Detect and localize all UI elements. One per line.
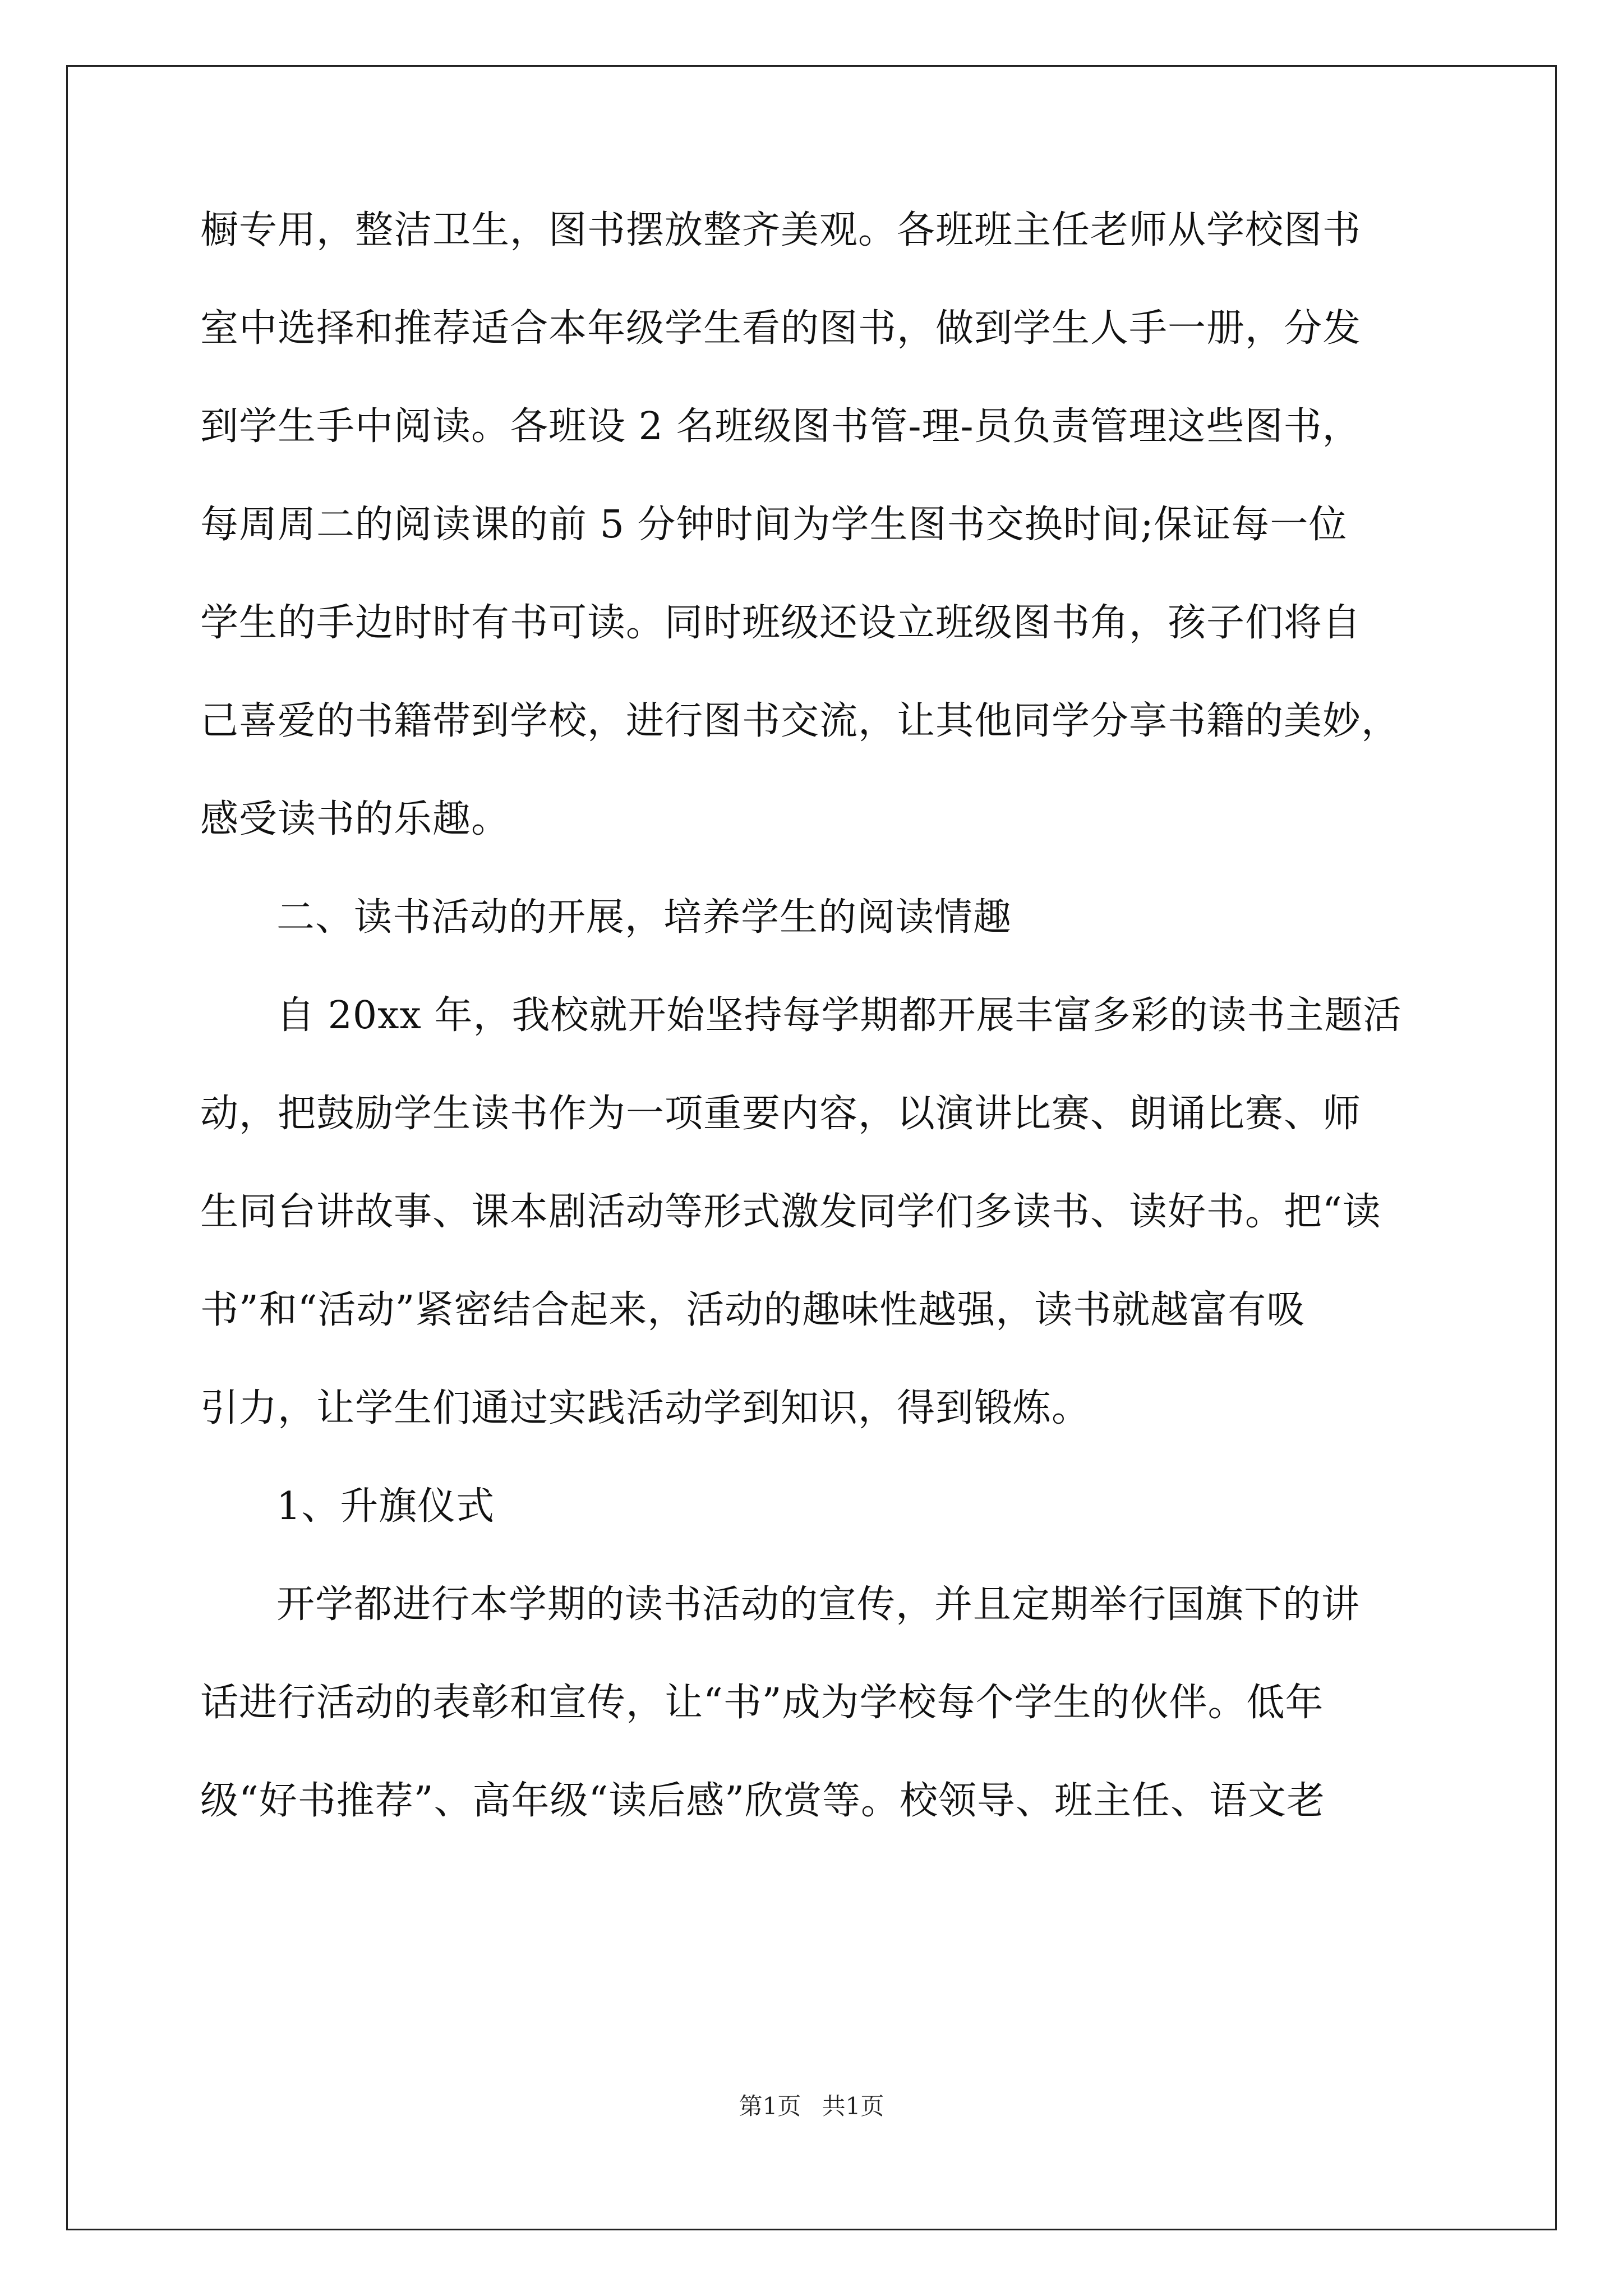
paragraph-line: 引力，让学生们通过实践活动学到知识，得到锻炼。 xyxy=(200,1386,1091,1430)
paragraph-line: 话进行活动的表彰和宣传，让“书”成为学校每个学生的伙伴。低年 xyxy=(200,1681,1324,1725)
section-heading: 二、读书活动的开展，培养学生的阅读情趣 xyxy=(276,895,1012,940)
paragraph-line: 级“好书推荐”、高年级“读后感”欣赏等。校领导、班主任、语文老 xyxy=(200,1779,1326,1823)
paragraph-line: 到学生手中阅读。各班设 2 名班级图书管-理-员负责管理这些图书， xyxy=(200,404,1361,449)
paragraph-line: 学生的手边时时有书可读。同时班级还设立班级图书角，孩子们将自 xyxy=(200,601,1362,645)
paragraph-line: 动，把鼓励学生读书作为一项重要内容，以演讲比赛、朗诵比赛、师 xyxy=(200,1092,1362,1136)
paragraph-line: 生同台讲故事、课本剧活动等形式激发同学们多读书、读好书。把“读 xyxy=(200,1190,1381,1234)
page-footer xyxy=(0,2090,1623,2123)
paragraph-line: 室中选择和推荐适合本年级学生看的图书，做到学生人手一册，分发 xyxy=(200,306,1362,351)
subsection-heading: 1、升旗仪式 xyxy=(276,1484,495,1529)
paragraph-line: 橱专用，整洁卫生，图书摆放整齐美观。各班班主任老师从学校图书 xyxy=(200,208,1362,252)
paragraph-line: 己喜爱的书籍带到学校，进行图书交流，让其他同学分享书籍的美妙， xyxy=(200,699,1400,743)
page-number: 第1页 xyxy=(739,2092,801,2120)
page-border xyxy=(66,65,1557,2230)
paragraph-line: 书”和“活动”紧密结合起来，活动的趣味性越强，读书就越富有吸 xyxy=(200,1288,1306,1332)
paragraph-line: 感受读书的乐趣。 xyxy=(200,797,510,841)
paragraph-line: 开学都进行本学期的读书活动的宣传，并且定期举行国旗下的讲 xyxy=(276,1582,1361,1627)
paragraph-line: 自 20xx 年，我校就开始坚持每学期都开展丰富多彩的读书主题活 xyxy=(276,993,1402,1038)
paragraph-line: 每周周二的阅读课的前 5 分钟时间为学生图书交换时间;保证每一位 xyxy=(200,503,1348,547)
page-total: 共1页 xyxy=(822,2092,884,2120)
